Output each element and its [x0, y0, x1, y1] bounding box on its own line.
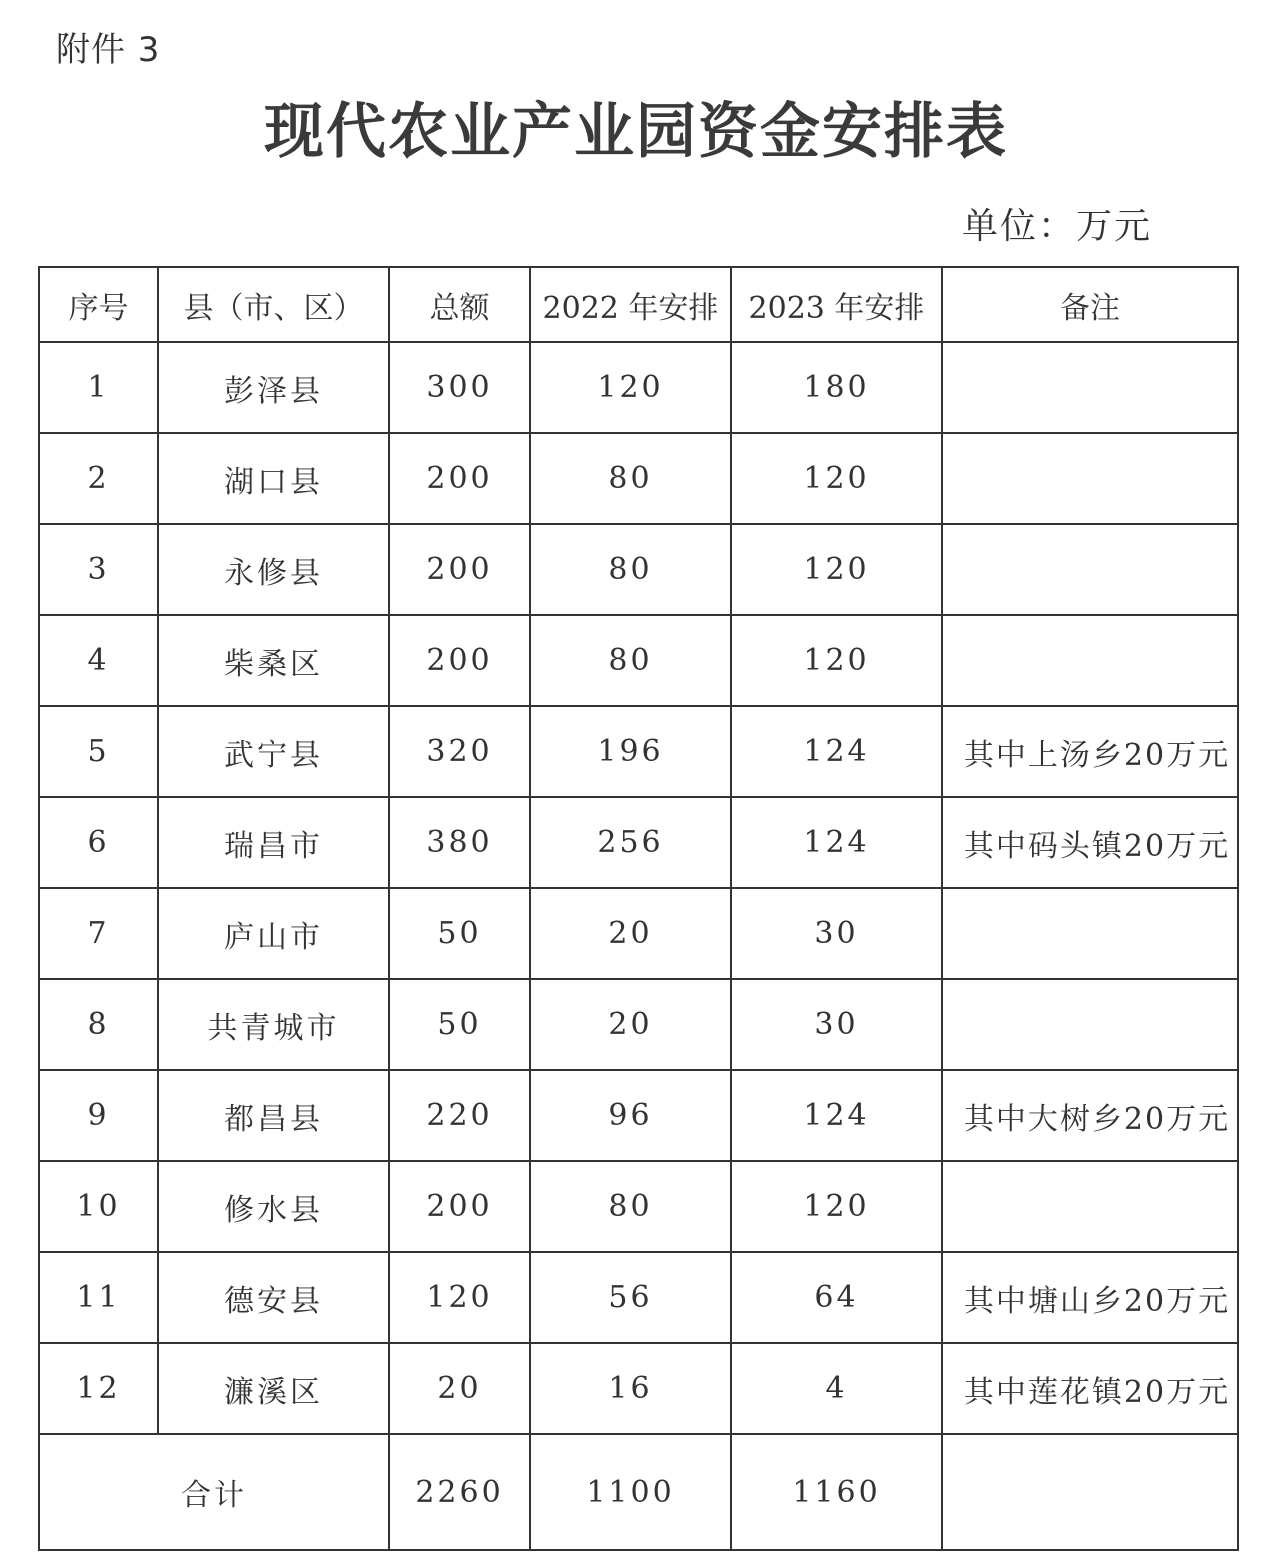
attachment-label: 附件 3 [56, 30, 161, 70]
total-2022: 1100 [530, 1434, 731, 1550]
col-header-2023: 2023 年安排 [731, 267, 942, 342]
cell-no: 1 [39, 342, 158, 433]
cell-2023: 180 [731, 342, 942, 433]
cell-total: 220 [389, 1070, 530, 1161]
cell-2023: 64 [731, 1252, 942, 1343]
cell-note [942, 524, 1238, 615]
cell-county: 彭泽县 [158, 342, 389, 433]
total-2023: 1160 [731, 1434, 942, 1550]
cell-2022: 16 [530, 1343, 731, 1434]
cell-total: 320 [389, 706, 530, 797]
cell-2022: 80 [530, 615, 731, 706]
cell-no: 6 [39, 797, 158, 888]
cell-2022: 80 [530, 433, 731, 524]
cell-note: 其中大树乡20万元 [942, 1070, 1238, 1161]
cell-note [942, 1161, 1238, 1252]
cell-2023: 124 [731, 797, 942, 888]
cell-no: 10 [39, 1161, 158, 1252]
col-header-no: 序号 [39, 267, 158, 342]
cell-note [942, 342, 1238, 433]
cell-2023: 30 [731, 888, 942, 979]
cell-no: 5 [39, 706, 158, 797]
cell-note: 其中莲花镇20万元 [942, 1343, 1238, 1434]
col-header-county: 县（市、区） [158, 267, 389, 342]
unit-label: 单位：万元 [962, 206, 1153, 247]
table-row [39, 342, 1238, 433]
cell-county: 庐山市 [158, 888, 389, 979]
cell-county: 湖口县 [158, 433, 389, 524]
cell-total: 300 [389, 342, 530, 433]
col-header-note: 备注 [942, 267, 1238, 342]
cell-note: 其中上汤乡20万元 [942, 706, 1238, 797]
cell-no: 4 [39, 615, 158, 706]
cell-2023: 120 [731, 1161, 942, 1252]
table-row [39, 524, 1238, 615]
cell-county: 共青城市 [158, 979, 389, 1070]
cell-2023: 124 [731, 706, 942, 797]
cell-2022: 196 [530, 706, 731, 797]
table-total-row [39, 1434, 1238, 1550]
cell-total: 120 [389, 1252, 530, 1343]
table-row [39, 1343, 1238, 1434]
cell-no: 8 [39, 979, 158, 1070]
cell-county: 濂溪区 [158, 1343, 389, 1434]
table-row [39, 615, 1238, 706]
total-sum: 2260 [389, 1434, 530, 1550]
cell-no: 3 [39, 524, 158, 615]
cell-2023: 124 [731, 1070, 942, 1161]
cell-no: 11 [39, 1252, 158, 1343]
col-header-total: 总额 [389, 267, 530, 342]
table-header-row [39, 267, 1238, 342]
table-row [39, 706, 1238, 797]
cell-county: 都昌县 [158, 1070, 389, 1161]
cell-note [942, 433, 1238, 524]
table-row [39, 1070, 1238, 1161]
cell-no: 7 [39, 888, 158, 979]
cell-2023: 4 [731, 1343, 942, 1434]
cell-2023: 30 [731, 979, 942, 1070]
funding-table [38, 266, 1239, 1551]
cell-total: 20 [389, 1343, 530, 1434]
cell-county: 武宁县 [158, 706, 389, 797]
cell-no: 12 [39, 1343, 158, 1434]
table-row [39, 433, 1238, 524]
table-row [39, 797, 1238, 888]
cell-2022: 96 [530, 1070, 731, 1161]
total-note [942, 1434, 1238, 1550]
page-title: 现代农业产业园资金安排表 [264, 97, 1008, 167]
total-label: 合计 [39, 1434, 389, 1550]
table-row [39, 979, 1238, 1070]
cell-county: 瑞昌市 [158, 797, 389, 888]
cell-note [942, 888, 1238, 979]
cell-county: 德安县 [158, 1252, 389, 1343]
cell-2022: 20 [530, 888, 731, 979]
cell-total: 200 [389, 524, 530, 615]
cell-2022: 120 [530, 342, 731, 433]
cell-note [942, 615, 1238, 706]
cell-2022: 56 [530, 1252, 731, 1343]
cell-no: 9 [39, 1070, 158, 1161]
col-header-2022: 2022 年安排 [530, 267, 731, 342]
cell-note: 其中塘山乡20万元 [942, 1252, 1238, 1343]
cell-note [942, 979, 1238, 1070]
cell-total: 50 [389, 979, 530, 1070]
cell-total: 200 [389, 433, 530, 524]
cell-2023: 120 [731, 524, 942, 615]
cell-2022: 20 [530, 979, 731, 1070]
cell-no: 2 [39, 433, 158, 524]
cell-county: 修水县 [158, 1161, 389, 1252]
cell-county: 永修县 [158, 524, 389, 615]
table-row [39, 1161, 1238, 1252]
cell-2022: 80 [530, 524, 731, 615]
cell-2022: 256 [530, 797, 731, 888]
cell-total: 380 [389, 797, 530, 888]
cell-total: 50 [389, 888, 530, 979]
table-row [39, 888, 1238, 979]
cell-2023: 120 [731, 615, 942, 706]
table-row [39, 1252, 1238, 1343]
cell-2023: 120 [731, 433, 942, 524]
cell-note: 其中码头镇20万元 [942, 797, 1238, 888]
cell-county: 柴桑区 [158, 615, 389, 706]
cell-2022: 80 [530, 1161, 731, 1252]
cell-total: 200 [389, 1161, 530, 1252]
cell-total: 200 [389, 615, 530, 706]
